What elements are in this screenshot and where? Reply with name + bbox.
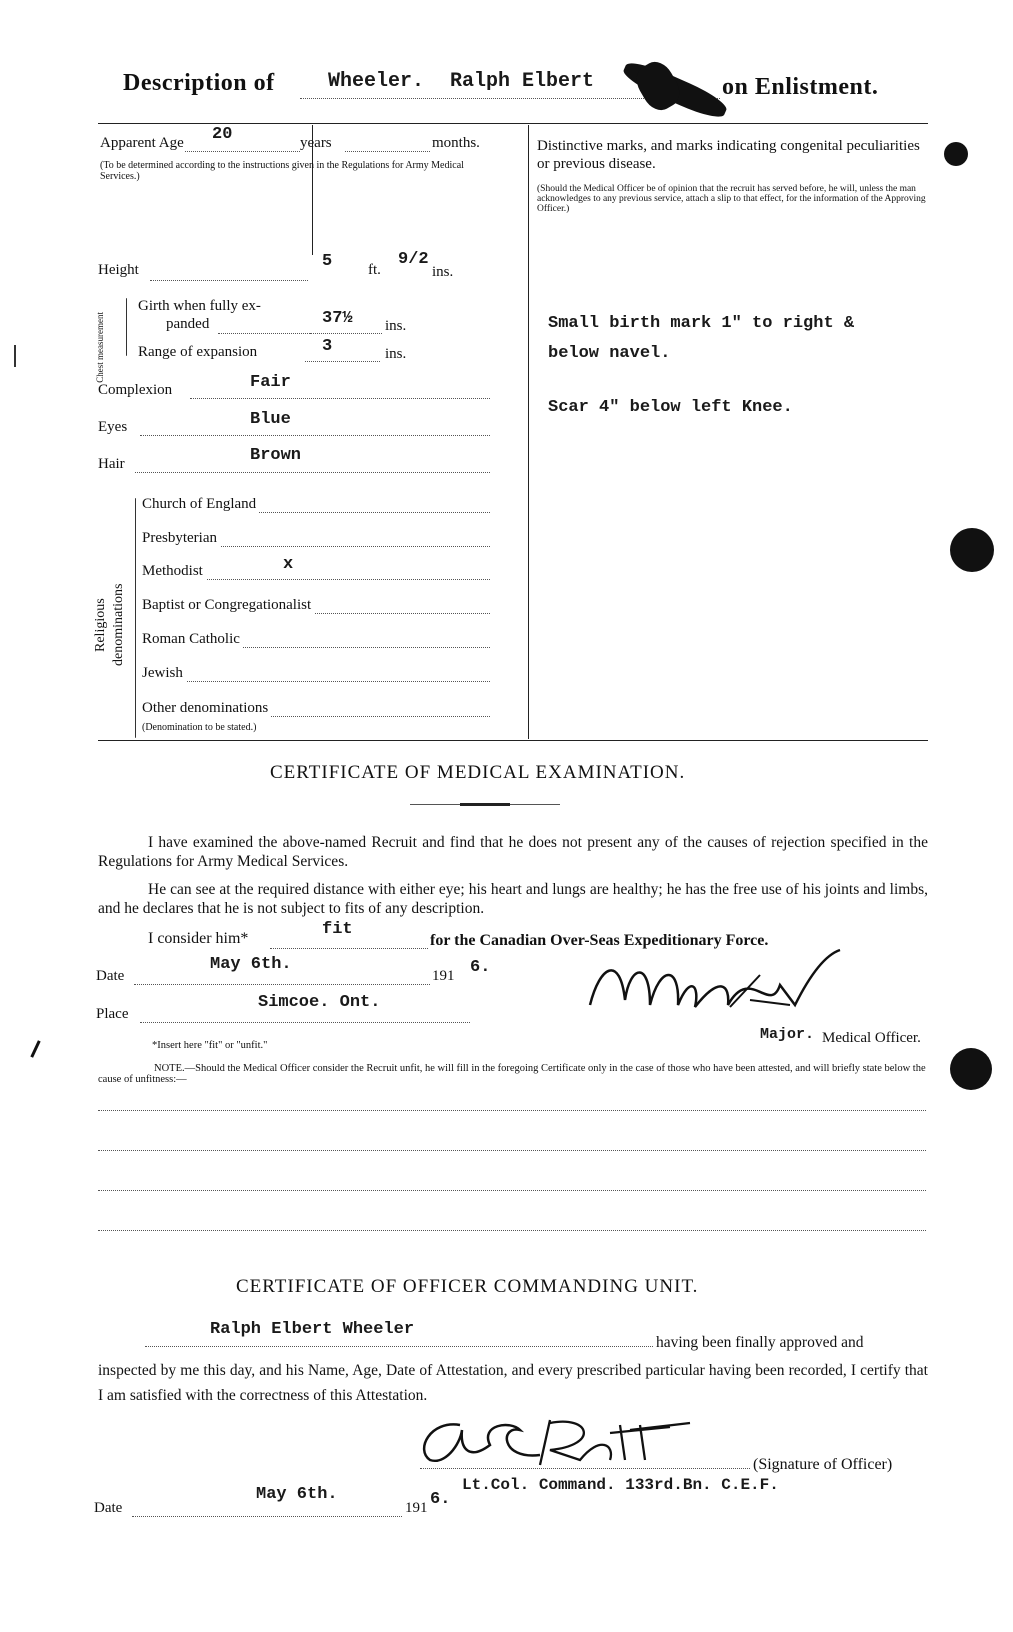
complexion-line <box>190 398 490 399</box>
place-label: Place <box>96 1006 129 1022</box>
hair-line <box>135 472 490 473</box>
girth-ins: ins. <box>385 318 407 334</box>
religion-label: Church of England <box>142 496 259 513</box>
recruit-name: Ralph Elbert Wheeler <box>210 1320 415 1339</box>
range-label: Range of expansion <box>138 344 258 360</box>
religion-row <box>142 555 492 583</box>
girth-label-1: Girth when fully ex- <box>138 298 261 314</box>
height-ins-label: ins. <box>432 264 454 280</box>
religion-row <box>142 597 492 617</box>
age-note: (To be determined according to the instructions given in the Regulations for Army Medical Services.) <box>100 160 464 182</box>
title-rule-center <box>460 803 510 806</box>
hair-label: Hair <box>98 456 125 472</box>
range-ins: ins. <box>385 346 407 362</box>
chest-label: Chest measurement <box>95 312 105 383</box>
marks-line-2: below navel. <box>548 344 671 363</box>
height-ins-value: 9/2 <box>398 250 429 269</box>
medical-officer-label: Medical Officer. <box>822 1030 921 1046</box>
girth-label-2: panded <box>166 316 210 332</box>
religion-row <box>142 631 492 651</box>
complexion-value: Fair <box>250 373 291 392</box>
religion-mark: x <box>283 555 294 574</box>
complexion-label: Complexion <box>98 382 173 398</box>
marks-header: Distinctive marks, and marks indicating congenital peculiarities or previous disease. <box>537 138 920 172</box>
religion-label: Other denominations <box>142 700 271 717</box>
religion-row <box>142 530 492 550</box>
top-rule <box>98 123 928 124</box>
range-value: 3 <box>322 337 333 356</box>
ft-label: ft. <box>368 262 381 278</box>
religion-group-label: Religious denominations <box>93 583 126 667</box>
force-label: for the Canadian Over-Seas Expeditionary Force. <box>430 932 769 949</box>
recruit-name-line <box>145 1346 653 1347</box>
height-line <box>150 280 308 281</box>
insert-note: *Insert here "fit" or "unfit." <box>152 1040 268 1051</box>
religion-label: Roman Catholic <box>142 631 243 648</box>
medical-title: CERTIFICATE OF MEDICAL EXAMINATION. <box>270 762 686 783</box>
marks-line-1: Small birth mark 1" to right & <box>548 314 855 333</box>
girth-line-2 <box>310 333 382 334</box>
signature-line <box>420 1468 750 1469</box>
commanding-date-label: Date <box>94 1500 123 1516</box>
religion-label: Jewish <box>142 665 186 682</box>
eyes-line <box>140 435 490 436</box>
commanding-date-line <box>132 1516 402 1517</box>
place-value: Simcoe. Ont. <box>258 993 381 1012</box>
column-divider <box>528 125 529 739</box>
medical-officer-rank: Major. <box>760 1026 815 1043</box>
commanding-year-digit: 6. <box>430 1490 451 1509</box>
religion-row <box>142 700 492 720</box>
religion-row <box>142 496 492 516</box>
marks-note: (Should the Medical Officer be of opinion that the recruit has served before, he will, unless the man acknowledges to any previous service, attach a slip to that effect, for the information of the Approving Officer.) <box>537 184 926 214</box>
chest-brace <box>126 298 127 356</box>
medical-note: NOTE.—Should the Medical Officer consider the Recruit unfit, he will fill in the foregoing Certificate only in the case of those who have been attested, and will briefly state below the cause of unfitness:— <box>98 1063 926 1085</box>
commanding-officer-signature <box>400 1405 740 1485</box>
stray-mark <box>14 345 16 367</box>
punch-hole <box>950 528 994 572</box>
consider-label: I consider him* <box>148 930 249 947</box>
medical-para-2: He can see at the required distance with either eye; his heart and lungs are healthy; he has the free use of his joints and limbs, and he declares that he is not subject to fits of any description. <box>98 881 928 917</box>
unfitness-line <box>98 1190 926 1191</box>
girth-line <box>218 333 310 334</box>
religion-brace <box>135 498 136 738</box>
marks-line-3: Scar 4" below left Knee. <box>548 398 793 417</box>
date-value: May 6th. <box>210 955 292 974</box>
year-prefix: 191 <box>432 968 455 984</box>
punch-hole <box>944 142 968 166</box>
medical-para-1: I have examined the above-named Recruit and find that he does not present any of the causes of rejection specified in the Regulations for Army Medical Services. <box>98 834 928 870</box>
range-line <box>305 361 380 362</box>
religion-row <box>142 665 492 685</box>
height-label: Height <box>98 262 139 278</box>
religion-label: Baptist or Congregationalist <box>142 597 314 614</box>
age-label: Apparent Age <box>100 135 184 151</box>
bottom-rule <box>98 740 928 741</box>
commanding-year-prefix: 191 <box>405 1500 428 1516</box>
eyes-label: Eyes <box>98 419 128 435</box>
medical-officer-signature <box>580 945 880 1040</box>
title-prefix: Description of <box>123 70 275 96</box>
given-names: Ralph Elbert <box>450 70 595 93</box>
commanding-date-value: May 6th. <box>256 1485 338 1504</box>
religion-line <box>142 681 490 682</box>
years-label: years <box>300 135 332 151</box>
unfitness-line <box>98 1110 926 1111</box>
fitness-value: fit <box>322 920 353 939</box>
fitness-line <box>270 948 428 949</box>
surname: Wheeler. <box>328 70 425 93</box>
title-suffix: on Enlistment. <box>722 74 879 100</box>
age-line <box>185 151 300 152</box>
stray-mark <box>30 1040 40 1058</box>
date-label: Date <box>96 968 125 984</box>
date-line <box>134 984 430 985</box>
religion-label: Methodist <box>142 563 206 580</box>
months-label: months. <box>432 135 480 151</box>
commanding-title: CERTIFICATE OF OFFICER COMMANDING UNIT. <box>236 1276 699 1297</box>
punch-hole <box>950 1048 992 1090</box>
commanding-text-end: having been finally approved and <box>656 1334 864 1351</box>
hair-value: Brown <box>250 446 302 465</box>
place-line <box>140 1022 470 1023</box>
months-line <box>345 151 430 152</box>
commanding-para: inspected by me this day, and his Name, Age, Date of Attestation, and every prescribed particular having been recorded, I certify that I am satisfied with the correctness of this Attestation. <box>98 1362 928 1404</box>
other-denomination-note: (Denomination to be stated.) <box>142 722 257 733</box>
height-ft-value: 5 <box>322 252 333 271</box>
age-value: 20 <box>212 125 233 144</box>
signature-label: (Signature of Officer) <box>753 1456 893 1473</box>
year-digit: 6. <box>470 958 491 977</box>
religion-label: Presbyterian <box>142 530 220 547</box>
commanding-officer-title: Lt.Col. Command. 133rd.Bn. C.E.F. <box>462 1476 779 1494</box>
girth-value: 37½ <box>322 309 353 328</box>
unfitness-line <box>98 1230 926 1231</box>
eyes-value: Blue <box>250 410 291 429</box>
unfitness-line <box>98 1150 926 1151</box>
